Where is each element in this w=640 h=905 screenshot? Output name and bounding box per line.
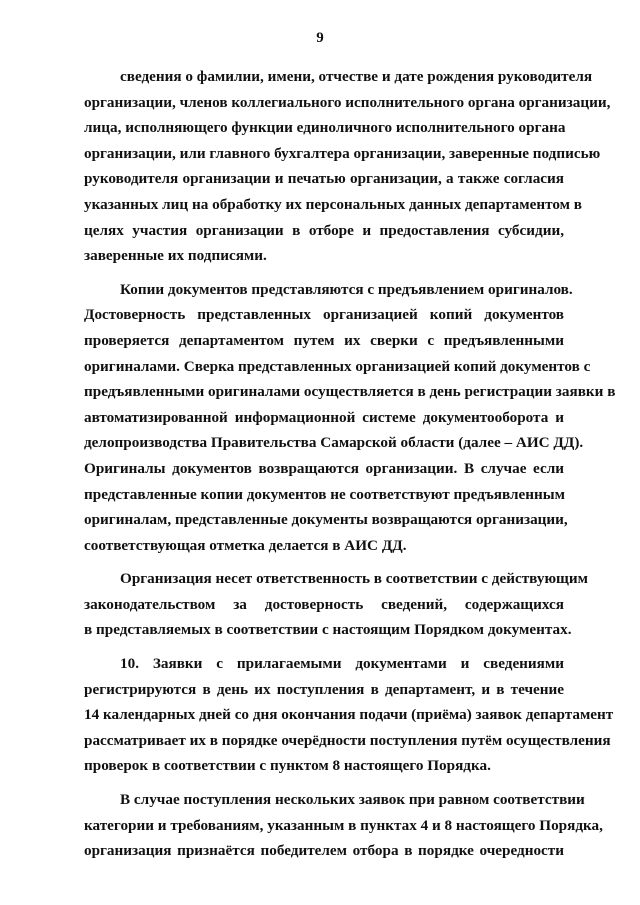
text-line: соответствующая отметка делается в АИС ДД. [84, 536, 407, 554]
text-line: представленные копии документов не соответствуют предъявленным [84, 485, 565, 503]
text-line: Достоверность представленных организацией копий документов [84, 306, 564, 324]
paragraph-gap [84, 269, 564, 277]
text-line: категории и требованиям, указанным в пунктах 4 и 8 настоящего Порядка, [84, 816, 603, 834]
text-line: рассматривает их в порядке очерёдности поступления путём осуществления [84, 731, 611, 749]
text-line: Оригиналы документов возвращаются организации. В случае если [84, 459, 564, 477]
paragraph [84, 277, 616, 559]
text-line: 14 календарных дней со дня окончания подачи (приёма) заявок департамент [84, 706, 614, 724]
text-line: организации, членов коллегиального исполнительного органа организации, [84, 93, 611, 111]
page-number: 9 [316, 30, 324, 46]
text-line: регистрируются в день их поступления в департамент, и в течение [84, 680, 564, 698]
document-body [84, 64, 616, 864]
text-line: лица, исполняющего функции единоличного исполнительного органа [84, 119, 566, 137]
text-line: руководителя организации и печатью организации, а также согласия [84, 170, 564, 188]
text-line: проверок в соответствии с пунктом 8 настоящего Порядка. [84, 757, 491, 775]
text-line: В случае поступления нескольких заявок при равном соответствии [120, 791, 585, 809]
paragraph [84, 64, 611, 269]
text-line: в представляемых в соответствии с настоящим Порядком документах. [84, 621, 572, 639]
paragraph-gap [84, 558, 564, 566]
text-line: оригиналами. Сверка представленных организацией копий документов с [84, 357, 591, 375]
paragraph-gap [84, 779, 564, 787]
text-line: оригиналам, представленные документы возвращаются организации, [84, 511, 568, 529]
text-line: указанных лиц на обработку их персональных данных департаментом в [84, 195, 582, 213]
text-line: организации, или главного бухгалтера организации, заверенные подписью [84, 144, 601, 162]
text-line: делопроизводства Правительства Самарской области (далее – АИС ДД). [84, 434, 584, 452]
text-line: 10. Заявки с прилагаемыми документами и сведениями [120, 655, 564, 673]
text-line: организация признаётся победителем отбора в порядке очередности [84, 842, 564, 860]
text-line: проверяется департаментом путем их сверки с предъявленными [84, 331, 564, 349]
text-line: предъявленными оригиналами осуществляется в день регистрации заявки в [84, 383, 616, 401]
text-line: сведения о фамилии, имени, отчестве и дате рождения руководителя [120, 68, 593, 85]
text-line: целях участия организации в отборе и предоставления субсидии, [84, 221, 564, 239]
paragraph [84, 651, 614, 779]
paragraph [84, 787, 603, 864]
text-line: автоматизированной информационной системе документооборота и [84, 408, 564, 426]
text-line: Организация несет ответственность в соответствии с действующим [120, 570, 588, 588]
text-line: Копии документов представляются с предъявлением оригиналов. [120, 280, 573, 298]
paragraph [84, 566, 588, 643]
text-line: заверенные их подписями. [84, 247, 267, 265]
paragraph-gap [84, 643, 564, 651]
text-line: законодательством за достоверность сведений, содержащихся [84, 595, 564, 613]
